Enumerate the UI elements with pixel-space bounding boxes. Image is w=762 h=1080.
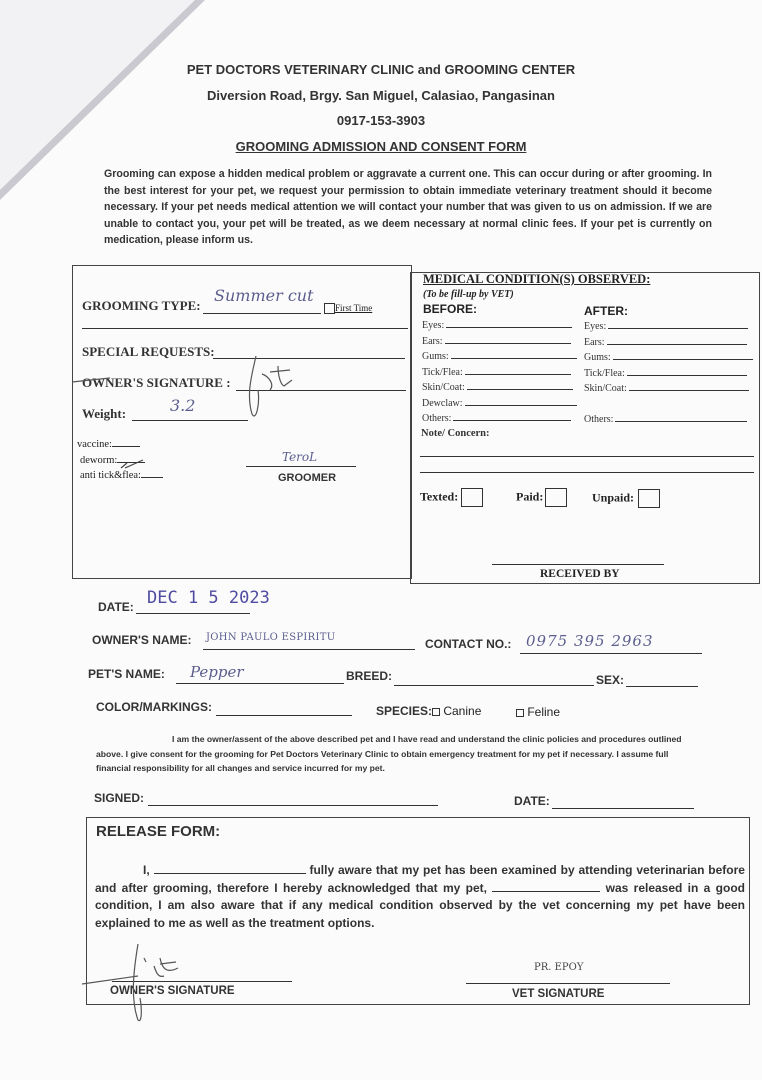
before-row-label: Eyes: xyxy=(422,320,445,331)
first-time-checkbox[interactable] xyxy=(324,303,335,314)
after-row-line[interactable] xyxy=(627,375,747,376)
after-row-label: Ears: xyxy=(584,336,605,348)
date-line[interactable] xyxy=(136,613,250,614)
before-row-label: Others: xyxy=(422,413,452,424)
contact-value: 0975 395 2963 xyxy=(526,632,654,650)
date-stamp: DEC 1 5 2023 xyxy=(147,588,270,608)
before-row-line[interactable] xyxy=(465,374,571,375)
before-row xyxy=(422,336,571,347)
pet-name-value: Pepper xyxy=(190,663,244,681)
before-row xyxy=(422,367,571,378)
date-label: DATE: xyxy=(98,600,134,614)
breed-line[interactable] xyxy=(394,685,594,686)
sex-line[interactable] xyxy=(626,686,698,687)
texted-field xyxy=(420,488,483,507)
weight-line[interactable] xyxy=(132,420,248,421)
owner-signature-label: OWNER'S SIGNATURE : xyxy=(82,375,231,390)
signed-line[interactable] xyxy=(148,805,438,806)
grooming-type-line-2 xyxy=(82,328,408,329)
clinic-address: Diversion Road, Brgy. San Miguel, Calasiao, Pangasinan xyxy=(207,88,555,103)
after-row-line[interactable] xyxy=(615,421,747,422)
before-row-label: Dewclaw: xyxy=(422,397,463,409)
after-row xyxy=(584,383,749,394)
species-label: SPECIES: xyxy=(376,704,433,718)
vet-name: PR. EPOY xyxy=(534,962,584,973)
before-row xyxy=(422,398,577,409)
groomer-line[interactable] xyxy=(246,466,356,467)
color-markings-label: COLOR/MARKINGS: xyxy=(96,700,212,714)
groomer-label: GROOMER xyxy=(278,472,337,484)
owner-name-line[interactable] xyxy=(203,649,415,650)
after-heading: AFTER: xyxy=(584,304,628,318)
note-line-2[interactable] xyxy=(420,472,754,473)
form-title: GROOMING ADMISSION AND CONSENT FORM xyxy=(235,139,527,154)
release-pet-line[interactable] xyxy=(492,891,600,892)
deworm-line[interactable] xyxy=(117,462,145,463)
anti-tick-label xyxy=(80,470,163,481)
release-title: RELEASE FORM: xyxy=(96,823,221,840)
grooming-type-line[interactable] xyxy=(203,313,321,314)
breed-label: BREED: xyxy=(346,669,393,683)
intro-paragraph: Grooming can expose a hidden medical problem or aggravate a current one. This can occur during or after grooming. In the best interest for your pet, we request your permission to obtain immediate veterinary treatment should it become necessary. If your pet needs medical attention we will contact your number that was given to us on admission. If we are unable to contact you, your pet will be treated, as we deem necessary at normal clinic fees. If your pet is currently on medication, please inform us. xyxy=(104,168,712,246)
before-row-label: Tick/Flea: xyxy=(422,366,463,378)
release-name-line[interactable] xyxy=(154,873,306,874)
paid-label: Paid: xyxy=(516,489,544,504)
received-by-label: RECEIVED BY xyxy=(540,568,620,580)
sex-label: SEX: xyxy=(596,673,625,687)
deworm-label xyxy=(80,455,145,466)
vaccine-label xyxy=(77,439,140,450)
canine-label: Canine xyxy=(443,704,482,718)
after-row xyxy=(584,321,748,332)
owner-name-value: JOHN PAULO ESPIRITU xyxy=(206,632,336,643)
before-row-line[interactable] xyxy=(446,327,572,328)
unpaid-checkbox[interactable] xyxy=(638,489,660,508)
received-by-line[interactable] xyxy=(492,564,664,565)
feline-checkbox[interactable] xyxy=(516,709,524,717)
contact-label: CONTACT NO.: xyxy=(425,637,512,651)
deworm-text: deworm: xyxy=(80,455,118,466)
anti-tick-line[interactable] xyxy=(141,477,163,478)
signed-label: SIGNED: xyxy=(94,791,145,805)
vaccine-text: vaccine: xyxy=(77,439,112,450)
vet-sig-line[interactable] xyxy=(466,983,670,984)
before-heading: BEFORE: xyxy=(423,302,477,316)
after-row-label: Tick/Flea: xyxy=(584,367,625,379)
before-row-line[interactable] xyxy=(453,420,571,421)
consent-paragraph: I am the owner/assent of the above described pet and I have read and understand the clinic policies and procedures outlined above. I give consent for the grooming for Pet Doctors Veterinary Clinic to obtain emergency treatment for my pet if necessary. I assume full financial responsibility for all changes and service incurred for my pet. xyxy=(96,734,682,773)
feline-label: Feline xyxy=(527,705,561,719)
unpaid-field xyxy=(592,489,660,508)
vet-sig-label: VET SIGNATURE xyxy=(512,988,605,1000)
paid-field xyxy=(516,488,567,507)
release-text-2: was released in a good condition, I am also aware that if any medical condition observed by the vet concerning my pet have been explained to me as well as the treatment options. xyxy=(95,880,745,930)
before-row xyxy=(422,382,573,393)
texted-checkbox[interactable] xyxy=(461,488,483,507)
before-row-label: Gums: xyxy=(422,351,449,362)
after-row xyxy=(584,414,747,425)
release-owner-sig-label: OWNER'S SIGNATURE xyxy=(110,985,235,997)
after-row-label: Skin/Coat: xyxy=(584,383,627,394)
release-owner-signature-scribble xyxy=(80,938,190,1028)
medical-subtitle: (To be fill-up by VET) xyxy=(423,289,514,300)
weight-value: 3.2 xyxy=(170,396,196,415)
note-line-1[interactable] xyxy=(420,456,754,457)
clinic-name: PET DOCTORS VETERINARY CLINIC and GROOMING CENTER xyxy=(186,62,576,77)
first-time-label: First Time xyxy=(335,303,373,313)
before-row xyxy=(422,351,577,362)
after-row xyxy=(584,337,747,348)
grooming-type-label: GROOMING TYPE: xyxy=(82,298,201,313)
after-row xyxy=(584,352,753,363)
before-row-line[interactable] xyxy=(465,405,577,406)
medical-title: MEDICAL CONDITION(S) OBSERVED: xyxy=(423,272,651,286)
owner-name-label: OWNER'S NAME: xyxy=(92,633,192,647)
release-i: I, xyxy=(143,863,150,877)
species-canine-option[interactable] xyxy=(432,704,481,718)
note-label: Note/ Concern: xyxy=(421,428,490,439)
before-row-line[interactable] xyxy=(467,389,573,390)
pet-name-line[interactable] xyxy=(176,683,344,684)
before-row-line[interactable] xyxy=(445,343,571,344)
anti-tick-text: anti tick&flea: xyxy=(80,470,141,481)
color-markings-line[interactable] xyxy=(216,715,352,716)
clinic-phone: 0917-153-3903 xyxy=(336,113,426,128)
before-row xyxy=(422,413,571,424)
after-row-label: Eyes: xyxy=(584,321,607,332)
first-time-option[interactable] xyxy=(324,303,372,314)
groomer-name: TeroL xyxy=(282,450,318,464)
after-row-line[interactable] xyxy=(613,359,753,360)
after-row-line[interactable] xyxy=(607,344,747,345)
unpaid-label: Unpaid: xyxy=(592,490,635,505)
release-text-1: fully aware that my pet has been examined by attending veterinarian before and after grooming, therefore I hereby acknowledged that my pet, xyxy=(95,863,745,895)
signed-date-label: DATE: xyxy=(514,794,550,808)
after-row-label: Others: xyxy=(584,414,614,425)
pet-name-label: PET'S NAME: xyxy=(88,667,165,681)
before-row-label: Skin/Coat: xyxy=(422,382,465,393)
before-row-line[interactable] xyxy=(451,358,577,359)
canine-checkbox[interactable] xyxy=(432,708,440,716)
vaccine-line[interactable] xyxy=(112,446,140,447)
after-row-label: Gums: xyxy=(584,352,611,363)
paid-checkbox[interactable] xyxy=(545,488,567,507)
special-requests-label: SPECIAL REQUESTS: xyxy=(82,344,215,359)
contact-line[interactable] xyxy=(520,653,702,654)
species-feline-option[interactable] xyxy=(516,705,560,719)
grooming-type-value: Summer cut xyxy=(214,286,314,305)
before-row-label: Ears: xyxy=(422,335,443,347)
before-row xyxy=(422,320,572,331)
signed-date-line[interactable] xyxy=(552,808,694,809)
after-row xyxy=(584,368,747,379)
release-paragraph xyxy=(95,862,745,932)
after-row-line[interactable] xyxy=(629,390,749,391)
texted-label: Texted: xyxy=(420,489,459,504)
weight-label: Weight: xyxy=(82,406,127,421)
after-row-line[interactable] xyxy=(608,328,748,329)
